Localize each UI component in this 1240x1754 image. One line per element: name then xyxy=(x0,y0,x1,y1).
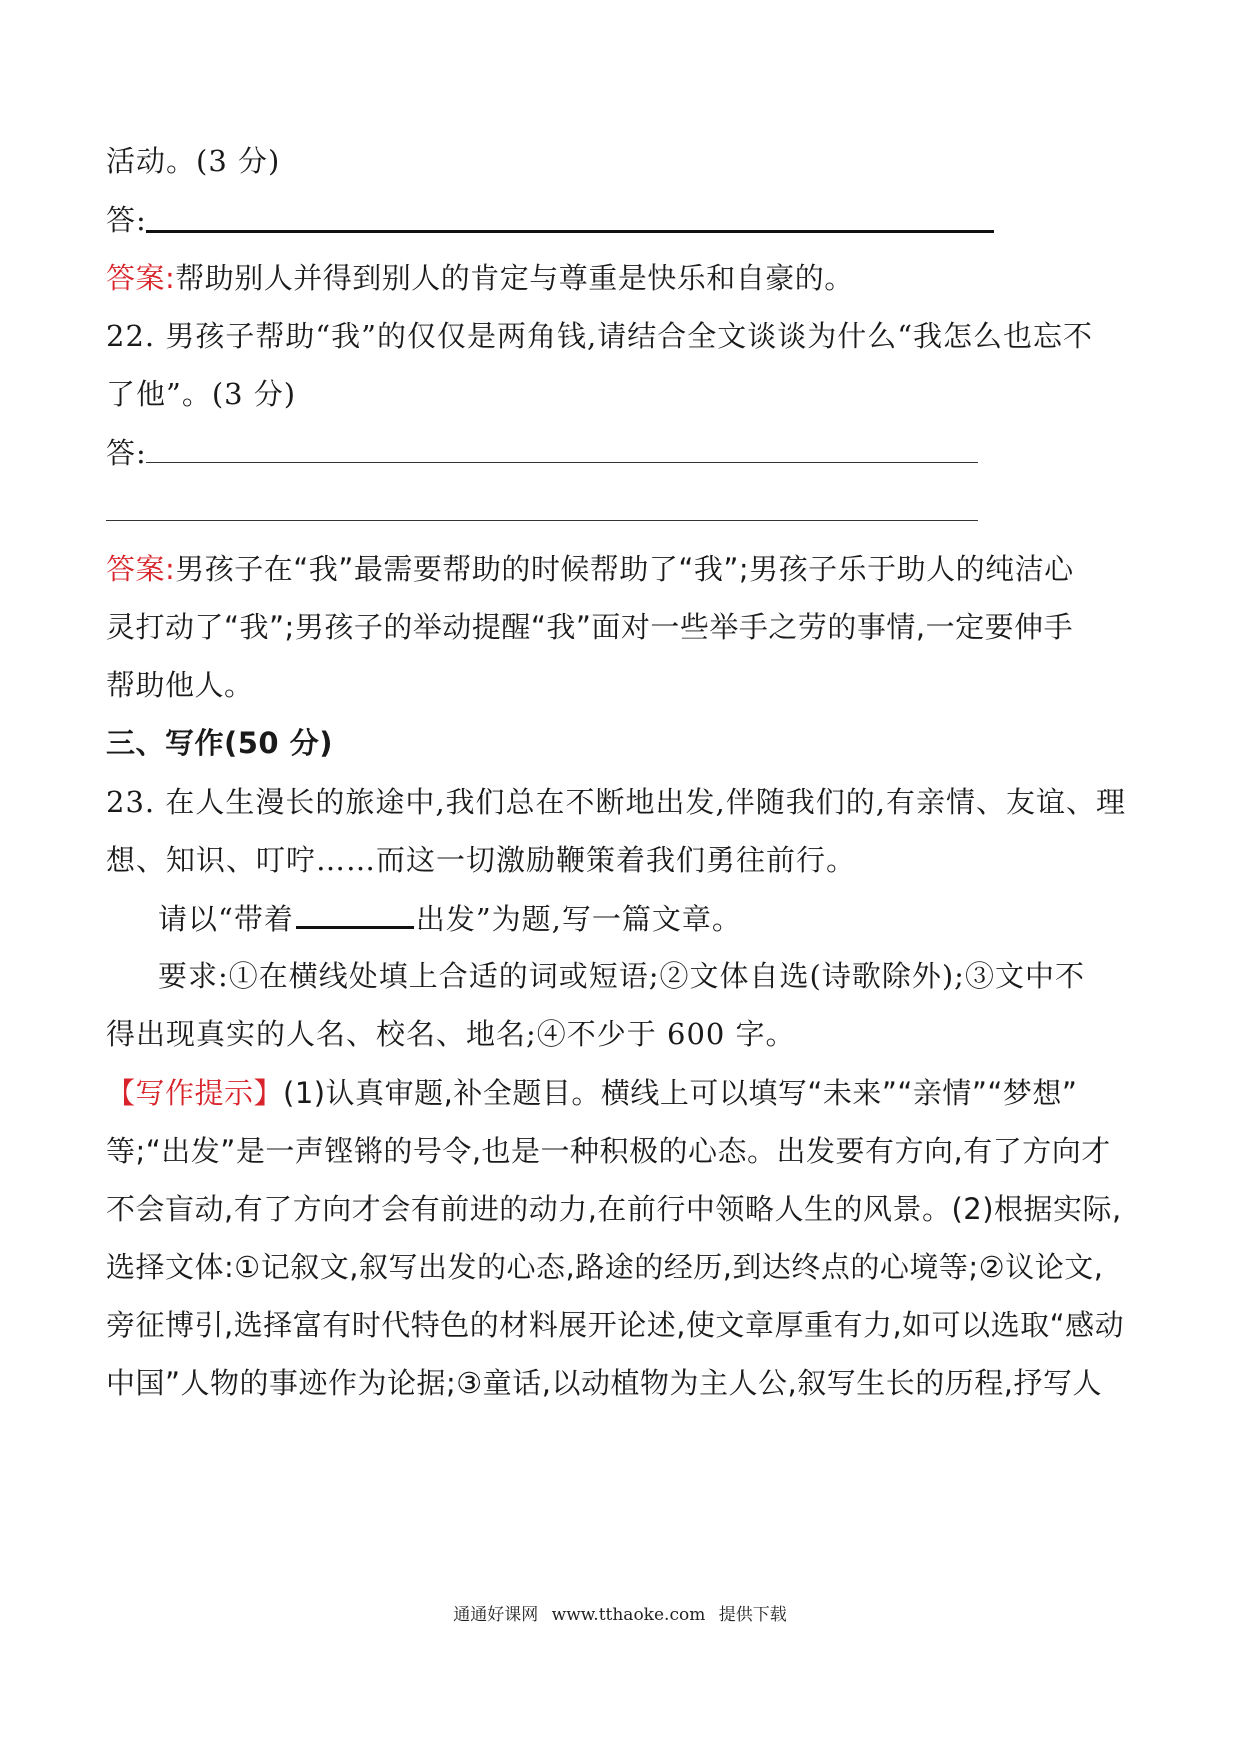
question-22-line-1: 22. 男孩子帮助“我”的仅仅是两角钱,请结合全文谈谈为什么“我怎么也忘不 xyxy=(106,319,1094,353)
answer-key-22-line-2: 灵打动了“我”;男孩子的举动提醒“我”面对一些举手之劳的事情,一定要伸手 xyxy=(106,610,1074,644)
question-23-line-2: 想、知识、叮咛……而这一切激励鞭策着我们勇往前行。 xyxy=(106,843,857,877)
answer-key-text: 男孩子在“我”最需要帮助的时候帮助了“我”;男孩子乐于助人的纯洁心 xyxy=(175,552,1074,586)
writing-tip-line-4: 选择文体:①记叙文,叙写出发的心态,路途的经历,到达终点的心境等;②议论文, xyxy=(106,1250,1104,1284)
title-blank[interactable] xyxy=(296,898,414,929)
answer-line-22-1[interactable] xyxy=(146,462,978,463)
question-21-tail: 活动。(3 分) xyxy=(106,144,281,178)
writing-tip-line-1 xyxy=(106,1073,1077,1113)
section-heading-writing: 三、写作(50 分) xyxy=(106,726,333,760)
footer-url[interactable]: www.tthaoke.com xyxy=(551,1605,706,1625)
writing-tip-label: 【写作提示】 xyxy=(106,1076,284,1110)
question-23-prompt xyxy=(158,898,742,938)
answer-key-22-line-1 xyxy=(106,549,1074,589)
writing-tip-line-6: 中国”人物的事迹作为论据;③童话,以动植物为主人公,叙写生长的历程,抒写人 xyxy=(106,1366,1102,1400)
question-23-line-1: 23. 在人生漫长的旅途中,我们总在不断地出发,伴随我们的,有亲情、友谊、理 xyxy=(106,785,1126,819)
writing-tip-text: (1)认真审题,补全题目。横线上可以填写“未来”“亲情”“梦想” xyxy=(283,1076,1078,1110)
writing-tip-line-5: 旁征博引,选择富有时代特色的材料展开论述,使文章厚重有力,如可以选取“感动 xyxy=(106,1308,1125,1342)
answer-label-22: 答: xyxy=(106,436,147,470)
answer-label-21: 答: xyxy=(106,203,147,237)
prompt-prefix: 请以“带着 xyxy=(158,902,294,936)
footer-suffix: 提供下载 xyxy=(718,1605,787,1625)
footer-site-name: 通通好课网 xyxy=(453,1605,539,1625)
page-footer xyxy=(0,1600,1240,1625)
answer-line-21[interactable] xyxy=(146,230,994,233)
writing-tip-line-3: 不会盲动,有了方向才会有前进的动力,在前行中领略人生的风景。(2)根据实际, xyxy=(106,1192,1122,1226)
answer-key-21 xyxy=(106,258,854,298)
answer-key-text: 帮助别人并得到别人的肯定与尊重是快乐和自豪的。 xyxy=(175,261,854,295)
answer-key-label: 答案: xyxy=(106,552,176,586)
answer-key-label: 答案: xyxy=(106,261,176,295)
question-23-requirements-1: 要求:①在横线处填上合适的词或短语;②文体自选(诗歌除外);③文中不 xyxy=(158,959,1085,993)
question-23-requirements-2: 得出现真实的人名、校名、地名;④不少于 600 字。 xyxy=(106,1017,796,1051)
prompt-suffix: 出发”为题,写一篇文章。 xyxy=(415,902,742,936)
answer-key-22-line-3: 帮助他人。 xyxy=(106,668,254,702)
question-22-line-2: 了他”。(3 分) xyxy=(106,377,297,411)
writing-tip-line-2: 等;“出发”是一声铿锵的号令,也是一种积极的心态。出发要有方向,有了方向才 xyxy=(106,1134,1111,1168)
answer-line-22-2[interactable] xyxy=(106,520,978,521)
